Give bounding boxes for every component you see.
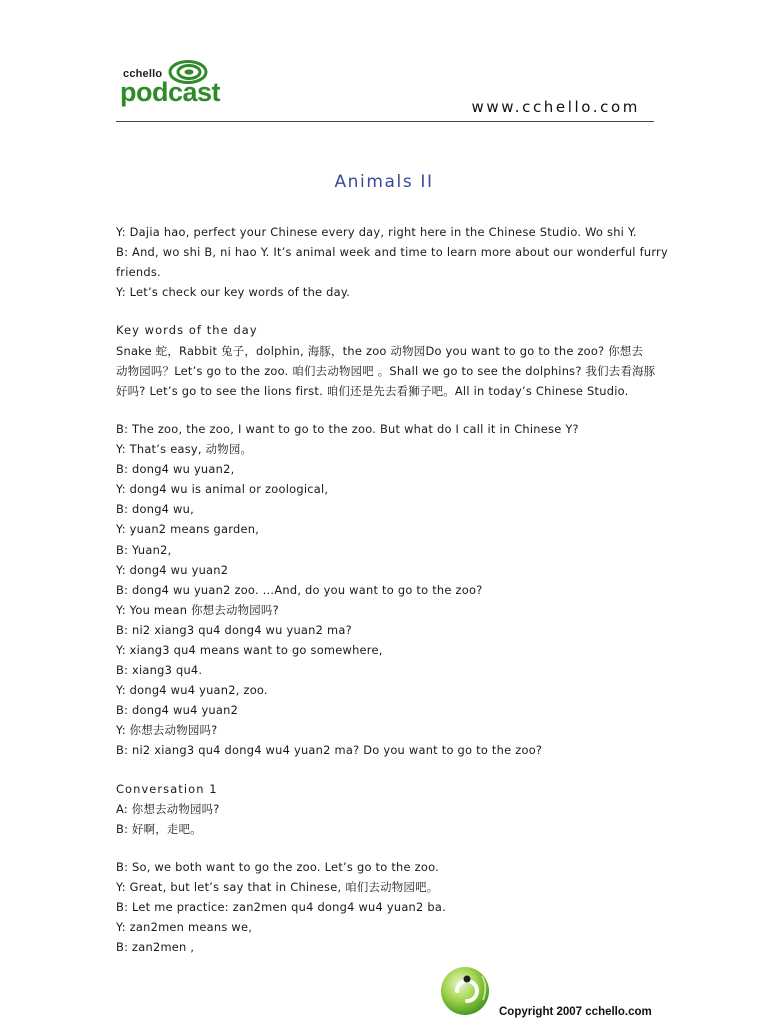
text-line: 动物园吗？Let’s go to the zoo. 咱们去动物园吧 。Shall we go to see the dolphins? 我们去看海豚 (116, 363, 656, 378)
dialogue-line: B: ni2 xiang3 qu4 dong4 wu4 yuan2 ma? Do you want to go to the zoo? (116, 743, 543, 758)
spacer (116, 761, 661, 779)
text-line: Y: Let’s check our key words of the day. (116, 285, 351, 300)
copyright-text: Copyright 2007 cchello.com (499, 1006, 652, 1018)
dialogue-line: Y: dong4 wu4 yuan2, zoo. (116, 683, 268, 698)
logo-big-text: podcast (120, 77, 221, 107)
dialogue-line: B: Yuan2, (116, 542, 172, 557)
dialogue-line: Y: 你想去动物园吗? (116, 723, 218, 738)
dialogue-line: Y: dong4 wu yuan2 (116, 562, 229, 577)
text-line: Snake 蛇，Rabbit 兔子，dolphin, 海豚，the zoo 动物园Do you want to go to the zoo? 你想去 (116, 343, 644, 358)
dialogue-line: B: xiang3 qu4. (116, 663, 203, 678)
dialogue-line: B: Let me practice: zan2men qu4 dong4 wu4 yuan2 ba. (116, 900, 446, 915)
dialogue-line: B: So, we both want to go the zoo. Let’s go to the zoo. (116, 860, 439, 874)
dialogue-line: Y: zan2men means we, (116, 920, 253, 935)
spacer (116, 302, 661, 320)
text-line: 好吗? Let’s go to see the lions first. 咱们还是先去看狮子吧。All in today’s Chinese Studio. (116, 383, 629, 398)
logo-small-text: cchello (123, 68, 163, 80)
text-line: Y: Dajia hao, perfect your Chinese every day, right here in the Chinese Studio. Wo shi Y. (116, 225, 637, 239)
key-words-section (116, 320, 661, 400)
site-url: www.cchello.com (471, 98, 640, 116)
dialogue-line: B: zan2men , (116, 940, 195, 955)
page-title: Animals II (334, 172, 434, 192)
dialogue-line: Y: Great, but let’s say that in Chinese, 咱们去动物园吧。 (116, 880, 439, 895)
dialogue-line: B: 好啊，走吧。 (116, 821, 202, 836)
header-divider (116, 121, 654, 122)
dialogue-2-section (116, 857, 661, 957)
spacer (116, 401, 661, 419)
dialogue-line: Y: yuan2 means garden, (116, 522, 260, 537)
dialogue-line: B: dong4 wu, (116, 502, 194, 517)
dialogue-line: B: dong4 wu4 yuan2 (116, 703, 239, 718)
dialogue-line: B: ni2 xiang3 qu4 dong4 wu yuan2 ma? (116, 622, 352, 637)
spacer (116, 839, 661, 857)
dialogue-line: A: 你想去动物园吗? (116, 801, 220, 816)
dialogue-line: B: dong4 wu yuan2, (116, 462, 235, 477)
dialogue-line: Y: That’s easy, 动物园。 (116, 442, 253, 457)
dialogue-line: Y: dong4 wu is animal or zoological, (116, 482, 329, 497)
dialogue-section (116, 419, 661, 761)
conversation-1-section (116, 779, 661, 839)
section-heading: Key words of the day (116, 323, 258, 338)
cchello-podcast-logo (120, 60, 230, 108)
section-heading: Conversation 1 (116, 781, 218, 796)
cchello-mascot-icon (438, 962, 494, 1018)
dialogue-line: B: The zoo, the zoo, I want to go to the zoo. But what do I call it in Chinese Y? (116, 421, 579, 436)
intro-section (116, 222, 668, 302)
dialogue-line: Y: xiang3 qu4 means want to go somewhere, (116, 642, 383, 657)
dialogue-line: Y: You mean 你想去动物园吗? (116, 602, 279, 617)
dialogue-line: B: dong4 wu yuan2 zoo. …And, do you want to go to the zoo? (116, 582, 483, 597)
text-line: B: And, wo shi B, ni hao Y. It’s animal week and time to learn more about our wonderful furry (116, 245, 668, 260)
transcript-body (116, 222, 668, 957)
text-line: friends. (116, 265, 161, 280)
